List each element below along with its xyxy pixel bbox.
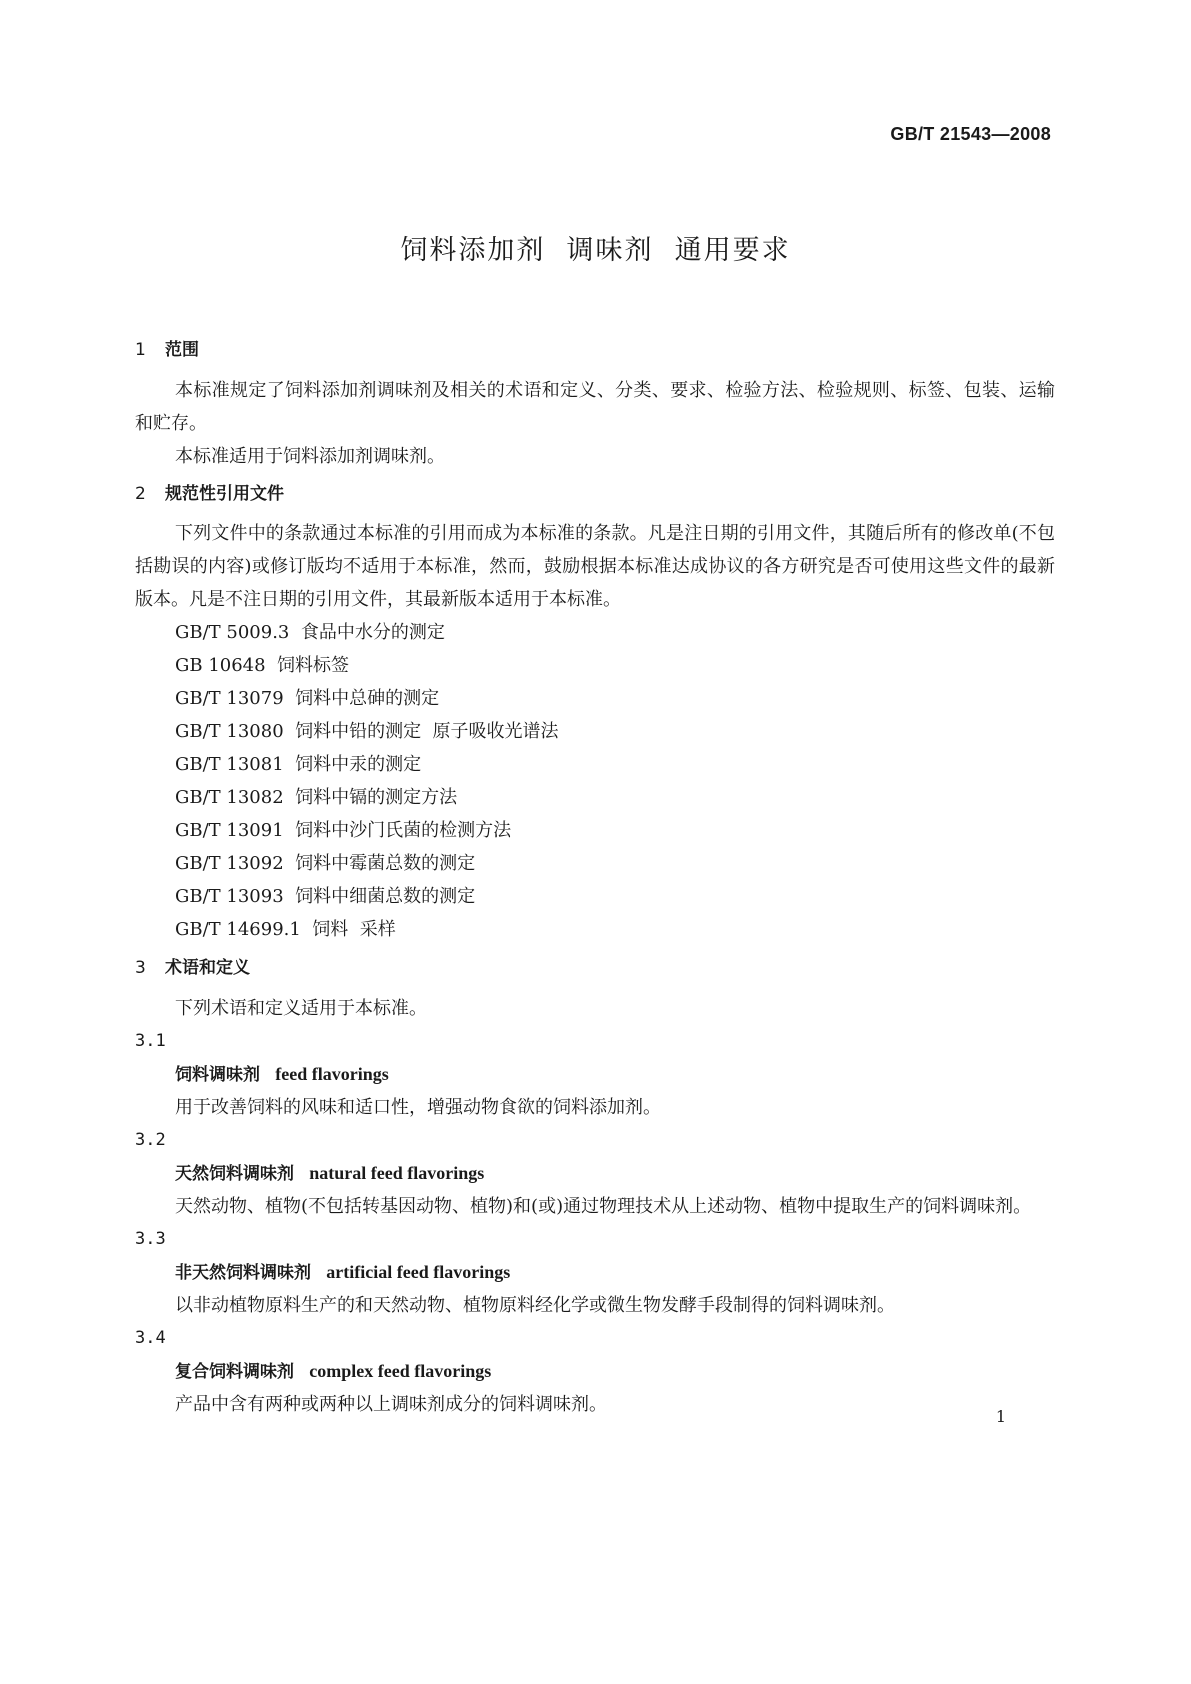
document-title: 饲料添加剂 调味剂 通用要求 [400,235,791,266]
reference-item: GB 10648 饲料标签 [175,655,350,676]
scope-applicability: 本标准适用于饲料添加剂调味剂。 [175,446,445,467]
term-heading [135,1058,1055,1091]
section-3-heading [135,958,1055,978]
term-number: 3.4 [135,1328,166,1348]
reference-item: GB/T 5009.3 食品中水分的测定 [175,622,445,643]
section-number: 1 [135,340,146,360]
scope-paragraph: 本标准规定了饲料添加剂调味剂及相关的术语和定义、分类、要求、检验方法、检验规则、标签、包装、运输和贮存。 [135,380,1055,434]
reference-item: GB/T 13081 饲料中汞的测定 [175,754,422,775]
reference-item: GB/T 13092 饲料中霉菌总数的测定 [175,853,476,874]
term-heading [135,1256,1055,1289]
term-zh: 天然饲料调味剂 [175,1164,294,1184]
term-number: 3.2 [135,1130,166,1150]
reference-item: GB/T 13093 饲料中细菌总数的测定 [175,886,476,907]
term-definition: 天然动物、植物(不包括转基因动物、植物)和(或)通过物理技术从上述动物、植物中提取生产的饲料调味剂。 [175,1196,1032,1217]
term-en: natural feed flavorings [309,1163,485,1183]
term-en: feed flavorings [275,1064,389,1084]
reference-item: GB/T 14699.1 饲料 采样 [175,919,396,940]
reference-item: GB/T 13091 饲料中沙门氏菌的检测方法 [175,820,512,841]
term-definition: 以非动植物原料生产的和天然动物、植物原料经化学或微生物发酵手段制得的饲料调味剂。 [175,1295,895,1316]
term-heading [135,1355,1055,1388]
standard-code: GB/T 21543—2008 [890,124,1051,144]
section-title: 规范性引用文件 [165,484,284,504]
term-zh: 复合饲料调味剂 [175,1362,294,1382]
reference-item: GB/T 13082 饲料中镉的测定方法 [175,787,458,808]
section-title: 术语和定义 [165,958,250,978]
reference-item: GB/T 13079 饲料中总砷的测定 [175,688,440,709]
document-body [135,340,1055,1421]
term-definition: 产品中含有两种或两种以上调味剂成分的饲料调味剂。 [175,1394,607,1415]
section-number: 3 [135,958,146,978]
term-number: 3.3 [135,1229,166,1249]
terms-intro: 下列术语和定义适用于本标准。 [175,998,427,1019]
reference-item: GB/T 13080 饲料中铅的测定 原子吸收光谱法 [175,721,559,742]
term-heading [135,1157,1055,1190]
term-zh: 非天然饲料调味剂 [175,1263,311,1283]
term-number: 3.1 [135,1031,166,1051]
section-number: 2 [135,484,146,504]
page-number: 1 [995,1407,1006,1426]
section-1-heading [135,340,1055,360]
term-definition: 用于改善饲料的风味和适口性，增强动物食欲的饲料添加剂。 [175,1097,661,1118]
term-zh: 饲料调味剂 [175,1065,260,1085]
term-en: complex feed flavorings [309,1361,492,1381]
section-2-heading [135,484,1055,504]
references-paragraph: 下列文件中的条款通过本标准的引用而成为本标准的条款。凡是注日期的引用文件，其随后所有的修改单(不包括勘误的内容)或修订版均不适用于本标准，然而，鼓励根据本标准达成协议的各方研究是否可使用这些文件的最新版本。凡是不注日期的引用文件，其最新版本适用于本标准。 [135,523,1055,610]
section-title: 范围 [165,340,199,360]
term-en: artificial feed flavorings [326,1262,511,1282]
